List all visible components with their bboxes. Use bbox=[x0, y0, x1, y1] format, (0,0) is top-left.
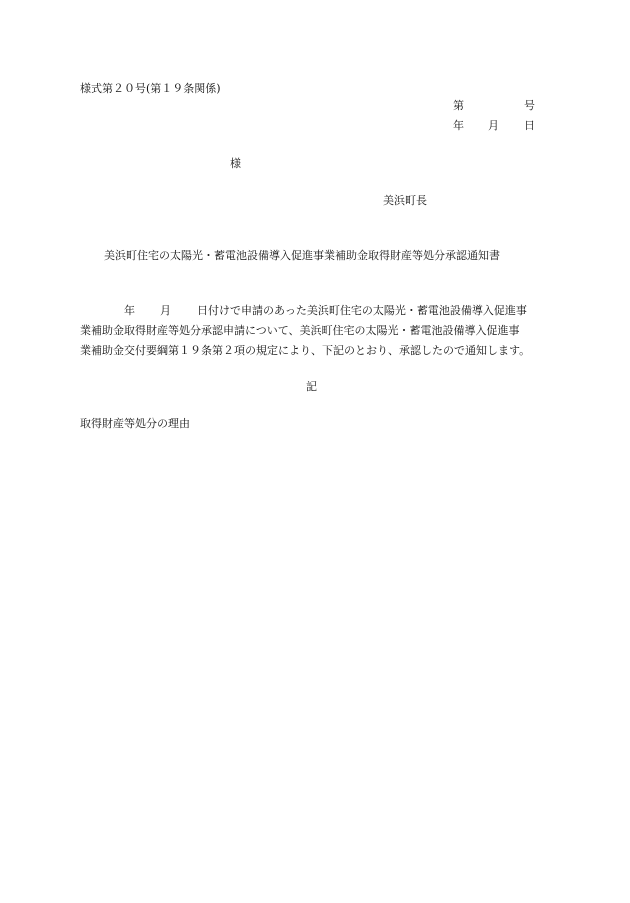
document-number-suffix: 号 bbox=[524, 99, 535, 112]
issuer-name: 美浜町長 bbox=[383, 194, 427, 207]
form-number: 様式第２０号(第１９条関係) bbox=[80, 82, 221, 95]
body-line-1-text: 日付けで申請のあった美浜町住宅の太陽光・蓄電池設備導入促進事 bbox=[197, 304, 527, 317]
date-year-mark: 年 bbox=[453, 119, 464, 132]
document-number-prefix: 第 bbox=[453, 99, 464, 112]
addressee-honorific: 様 bbox=[230, 157, 241, 170]
date-month-mark: 月 bbox=[488, 119, 499, 132]
disposal-reason-label: 取得財産等処分の理由 bbox=[80, 417, 190, 430]
document-title: 美浜町住宅の太陽光・蓄電池設備導入促進事業補助金取得財産等処分承認通知書 bbox=[104, 249, 500, 262]
body-year-mark: 年 bbox=[124, 304, 135, 317]
body-line-2: 業補助金取得財産等処分承認申請について、美浜町住宅の太陽光・蓄電池設備導入促進事 bbox=[80, 324, 520, 337]
body-month-mark: 月 bbox=[160, 304, 171, 317]
ki-heading: 記 bbox=[306, 380, 317, 393]
date-day-mark: 日 bbox=[524, 119, 535, 132]
body-line-3: 業補助金交付要綱第１９条第２項の規定により、下記のとおり、承認したので通知します。 bbox=[80, 344, 531, 357]
